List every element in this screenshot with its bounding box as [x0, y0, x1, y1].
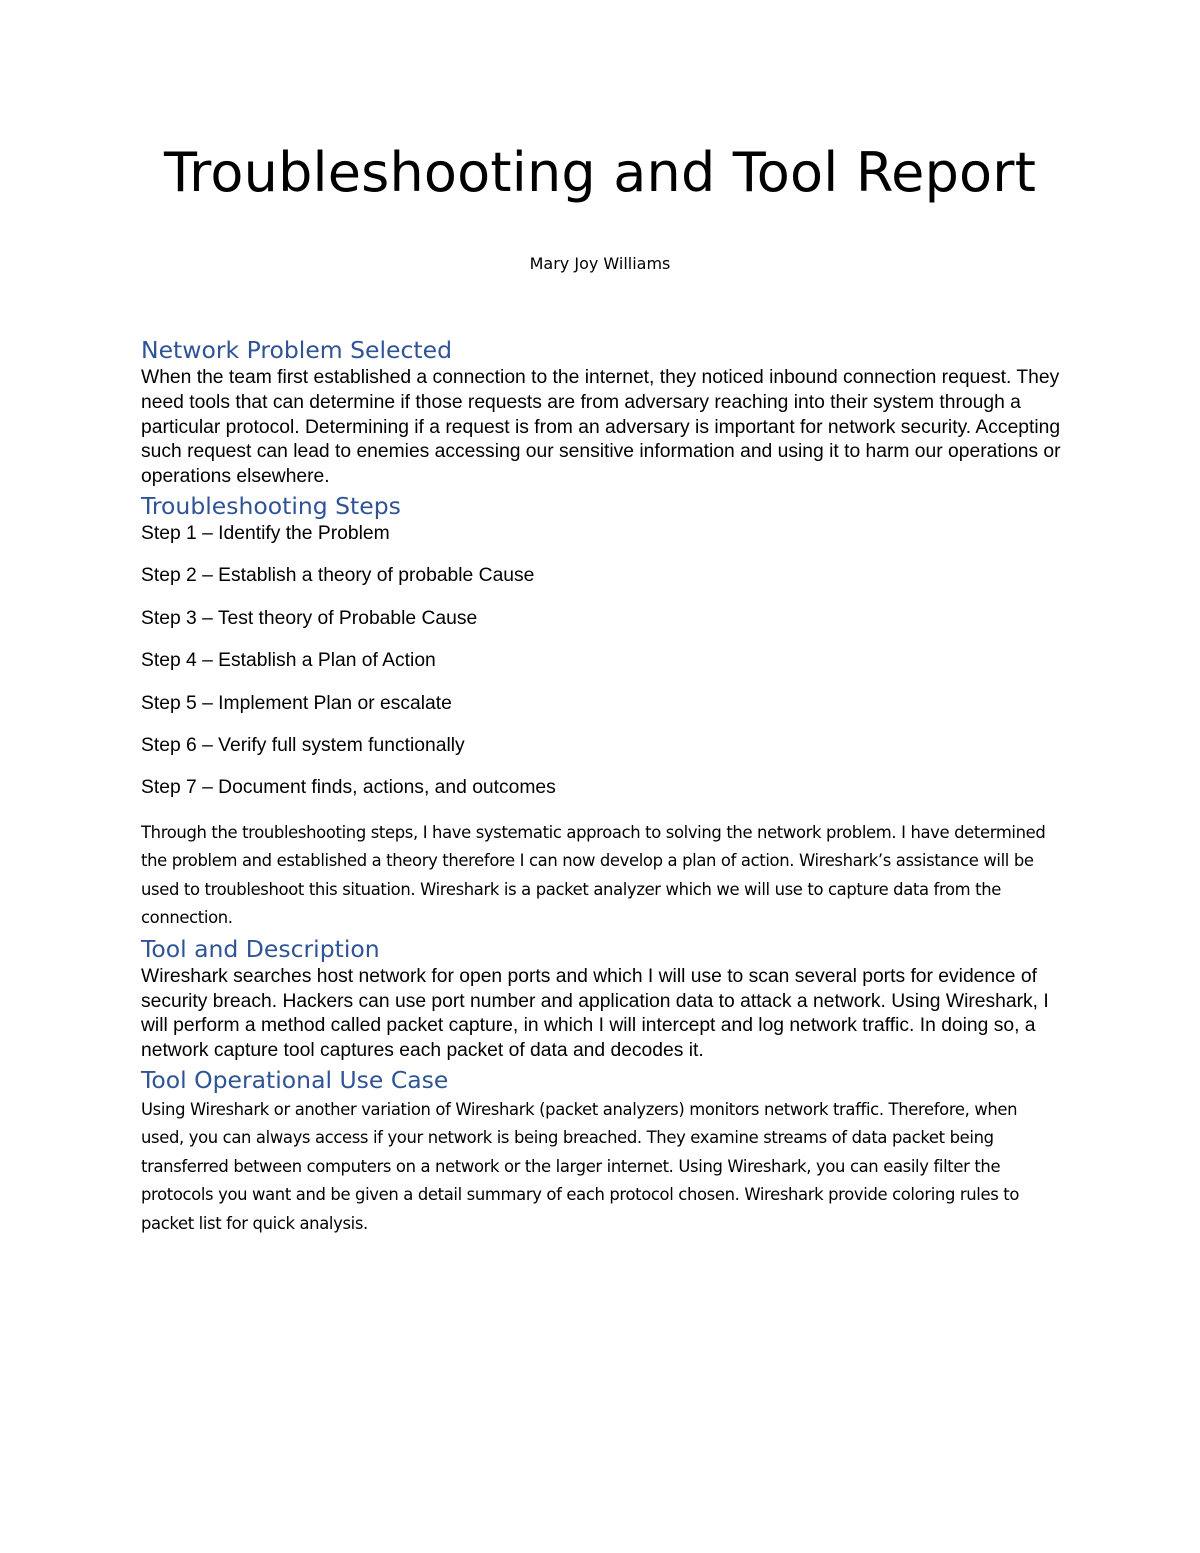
- paragraph-network-problem: When the team first established a connection to the internet, they noticed inbound connection request. They need tools that can determine if those requests are from adversary reaching into their system through a particular protocol. Determining if a request is from an adversary is important for network security. Accepting such request can lead to enemies accessing our sensitive information and using it to harm our operations or operations elsewhere.: [141, 367, 1061, 488]
- step-item: Step 4 – Establish a Plan of Action: [141, 650, 436, 672]
- steps-list: [141, 522, 1061, 800]
- step-item: Step 1 – Identify the Problem: [141, 522, 390, 544]
- paragraph-troubleshooting-summary: Through the troubleshooting steps, I have systematic approach to solving the network problem. I have determined the problem and established a theory therefore I can now develop a plan of action. Wireshark’s assistance will be used to troubleshoot this situation. Wireshark is a packet analyzer which we will use to capture data from the connection.: [141, 822, 1046, 928]
- heading-troubleshooting-steps: Troubleshooting Steps: [141, 491, 401, 520]
- step-item: Step 5 – Implement Plan or escalate: [141, 692, 452, 714]
- step-item: Step 6 – Verify full system functionally: [141, 734, 465, 756]
- author-name: Mary Joy Williams: [529, 254, 671, 273]
- paragraph-tool-description: Wireshark searches host network for open ports and which I will use to scan several ports for evidence of security breach. Hackers can use port number and application data to attack a network. Using Wireshark, I will perform a method called packet capture, in which I will intercept and log network traffic. In doing so, a network capture tool captures each packet of data and decodes it.: [141, 965, 1049, 1062]
- step-item: Step 2 – Establish a theory of probable Cause: [141, 565, 535, 587]
- step-item: Step 3 – Test theory of Probable Cause: [141, 607, 478, 629]
- heading-network-problem: Network Problem Selected: [141, 336, 453, 364]
- step-item: Step 7 – Document finds, actions, and outcomes: [141, 777, 556, 799]
- heading-tool-description: Tool and Description: [141, 934, 380, 963]
- document-body: [141, 334, 1061, 1238]
- heading-tool-use-case: Tool Operational Use Case: [141, 1065, 449, 1094]
- document-title: Troubleshooting and Tool Report: [163, 141, 1037, 204]
- paragraph-tool-use-case: Using Wireshark or another variation of Wireshark (packet analyzers) monitors network traffic. Therefore, when used, you can always access if your network is being breached. They examine streams of data packet being transferred between computers on a network or the larger internet. Using Wireshark, you can easily filter the protocols you want and be given a detail summary of each protocol chosen. Wireshark provide coloring rules to packet list for quick analysis.: [141, 1099, 1020, 1233]
